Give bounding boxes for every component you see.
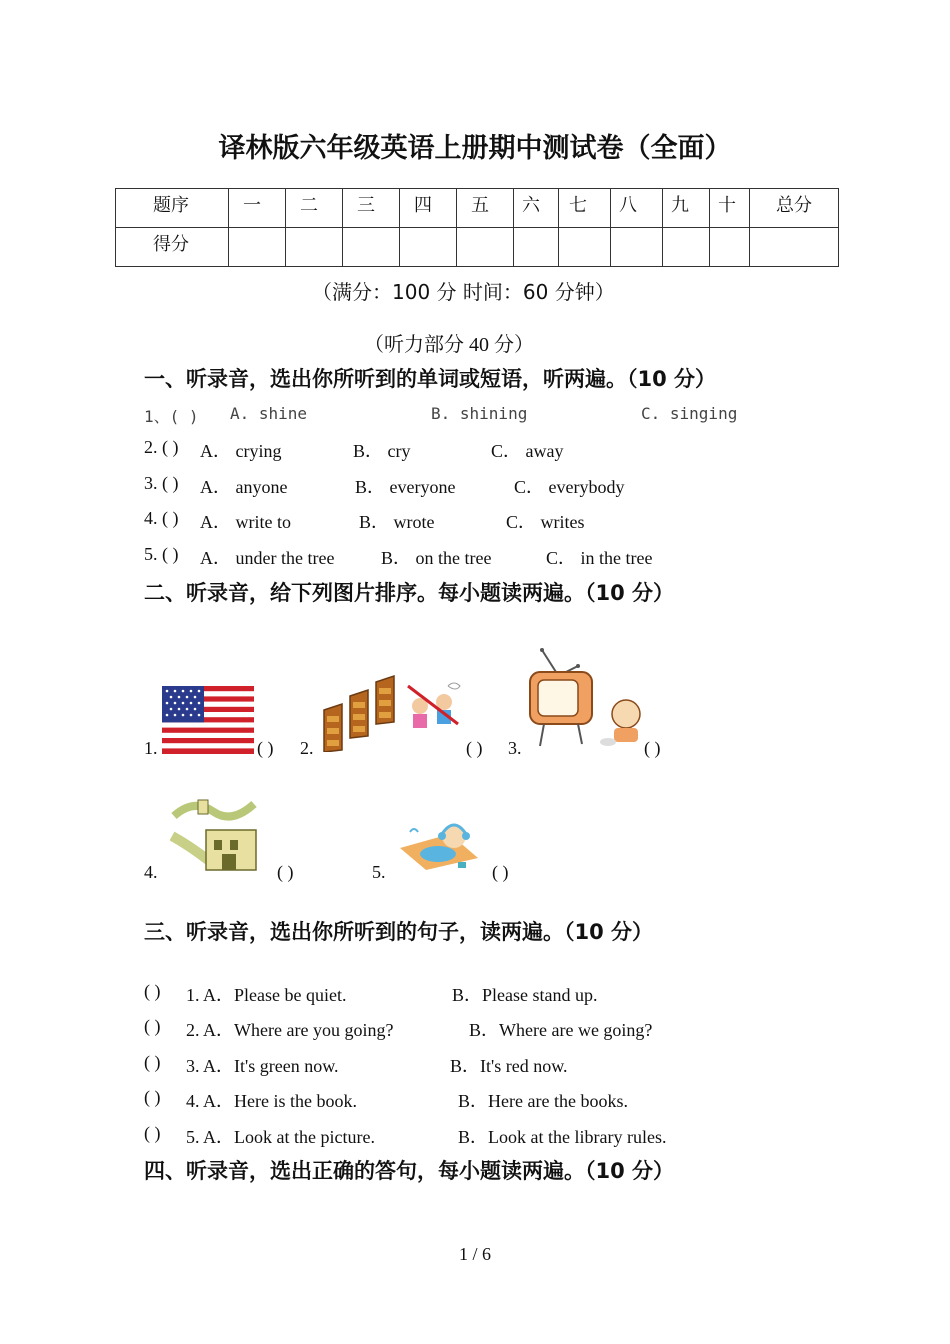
listening-part-label: （听力部分 40 分）: [364, 334, 534, 356]
answer-blank[interactable]: ( ): [144, 981, 161, 1001]
score-cell-total: 总分: [750, 189, 839, 228]
answer-blank[interactable]: ( ): [466, 738, 483, 758]
picture-label-5: 5.: [372, 862, 386, 882]
option-b: B． cry: [353, 441, 411, 461]
answer-blank[interactable]: ( ): [144, 1087, 161, 1107]
sentence-option-b: B．Please stand up.: [452, 985, 598, 1005]
sentence-option-a: 2. A．Where are you going?: [186, 1020, 394, 1040]
sentence-option-b: B．It's red now.: [450, 1056, 568, 1076]
score-cell: 二: [286, 189, 343, 228]
sentence-option-b: B．Where are we going?: [469, 1020, 653, 1040]
exam-subtitle: （满分：100 分 时间：60 分钟）: [312, 280, 615, 304]
answer-blank[interactable]: ( ): [144, 1016, 161, 1036]
question-number: 4. ( ): [144, 508, 179, 528]
answer-blank[interactable]: ( ): [144, 1052, 161, 1072]
option-a: A． write to: [200, 512, 291, 532]
option-a: A． under the tree: [200, 548, 335, 568]
sentence-option-a: 1. A．Please be quiet.: [186, 985, 347, 1005]
question-number: 2. ( ): [144, 437, 179, 457]
tv-and-boy-picture: [526, 648, 646, 752]
score-cell: 九: [663, 189, 710, 228]
sentence-option-a: 4. A．Here is the book.: [186, 1091, 357, 1111]
score-cell: 七: [559, 189, 611, 228]
option-c: C． everybody: [514, 477, 625, 497]
score-table: [115, 188, 839, 267]
girl-listening-picture: [396, 814, 482, 872]
section4-heading: 四、听录音，选出正确的答句，每小题读两遍。（10 分）: [144, 1159, 675, 1183]
picture-label-2: 2.: [300, 738, 314, 758]
option-a: A． crying: [200, 441, 282, 461]
option-c: C． away: [491, 441, 564, 461]
score-cell: 八: [611, 189, 663, 228]
q1-option-c: C. singing: [641, 404, 738, 423]
library-bookshelves-picture: [320, 672, 466, 752]
score-cell: 一: [229, 189, 286, 228]
page-number: 1 / 6: [458, 1244, 491, 1264]
score-cell: 三: [343, 189, 400, 228]
answer-blank[interactable]: ( ): [492, 862, 509, 882]
option-c: C． writes: [506, 512, 585, 532]
score-table-score-row: [116, 228, 839, 267]
answer-blank[interactable]: ( ): [277, 862, 294, 882]
option-c: C． in the tree: [546, 548, 653, 568]
picture-label-4: 4.: [144, 862, 158, 882]
score-cell-label: 题序: [116, 189, 229, 228]
great-wall-picture: [170, 796, 260, 874]
picture-label-1: 1.: [144, 738, 158, 758]
q1-number: 1、( ): [144, 407, 199, 426]
option-b: B． on the tree: [381, 548, 492, 568]
answer-blank[interactable]: ( ): [144, 1123, 161, 1143]
option-a: A． anyone: [200, 477, 288, 497]
score-cell: 四: [400, 189, 457, 228]
option-b: B． wrote: [359, 512, 435, 532]
score-cell: 五: [457, 189, 514, 228]
q1-option-a: A. shine: [230, 404, 308, 423]
sentence-option-a: 3. A．It's green now.: [186, 1056, 339, 1076]
q1-option-b: B. shining: [431, 404, 528, 423]
section2-heading: 二、听录音，给下列图片排序。每小题读两遍。（10 分）: [144, 581, 675, 605]
american-flag-picture: [162, 686, 254, 754]
question-number: 5. ( ): [144, 544, 179, 564]
option-b: B． everyone: [355, 477, 456, 497]
question-number: 3. ( ): [144, 473, 179, 493]
score-cell: 六: [514, 189, 559, 228]
page-title: 译林版六年级英语上册期中测试卷（全面）: [218, 133, 732, 164]
score-cell: 十: [710, 189, 750, 228]
picture-label-3: 3.: [508, 738, 522, 758]
answer-blank[interactable]: ( ): [257, 738, 274, 758]
score-table-header-row: [116, 189, 839, 228]
answer-blank[interactable]: ( ): [644, 738, 661, 758]
sentence-option-b: B．Look at the library rules.: [458, 1127, 667, 1147]
score-row-label: 得分: [116, 228, 229, 267]
section3-heading: 三、听录音，选出你所听到的句子，读两遍。（10 分）: [144, 920, 654, 944]
sentence-option-a: 5. A．Look at the picture.: [186, 1127, 375, 1147]
section1-heading: 一、听录音，选出你所听到的单词或短语，听两遍。（10 分）: [144, 367, 717, 391]
sentence-option-b: B．Here are the books.: [458, 1091, 628, 1111]
